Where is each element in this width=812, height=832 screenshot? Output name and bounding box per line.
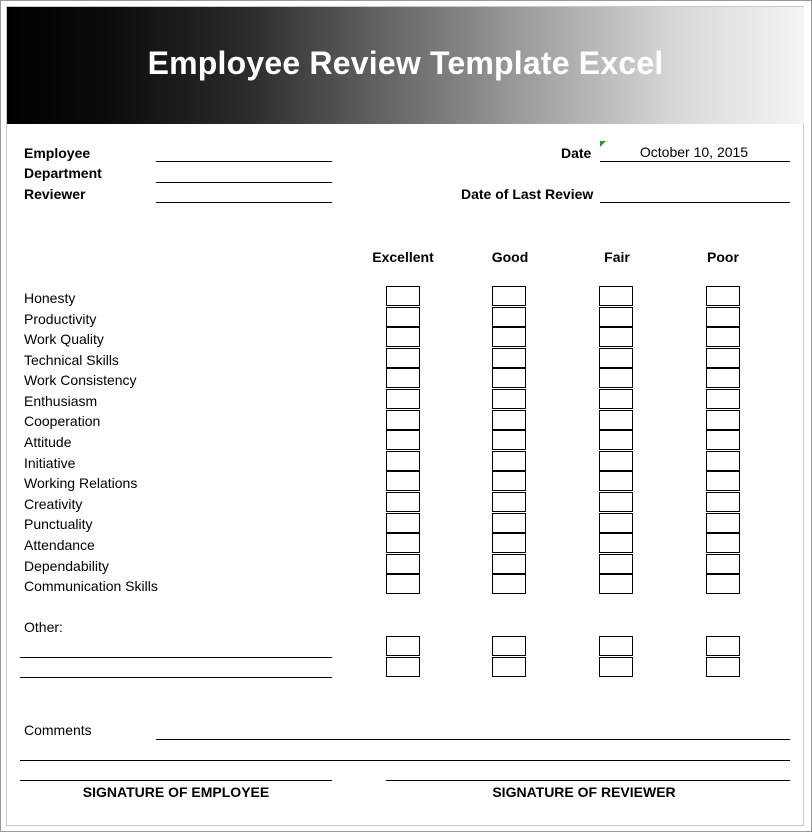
rating-checkbox-good[interactable]	[492, 533, 526, 553]
rating-checkbox-excellent[interactable]	[386, 554, 420, 574]
criterion-label: Punctuality	[24, 516, 93, 532]
rating-checkbox-poor[interactable]	[706, 389, 740, 409]
rating-checkbox-fair[interactable]	[599, 471, 633, 491]
criterion-label: Dependability	[24, 558, 109, 574]
other-field-line-1[interactable]	[20, 657, 332, 658]
rating-checkbox-excellent[interactable]	[386, 533, 420, 553]
rating-checkbox-poor[interactable]	[706, 451, 740, 471]
rating-checkbox-poor[interactable]	[706, 471, 740, 491]
rating-checkbox-good[interactable]	[492, 307, 526, 327]
criterion-label: Enthusiasm	[24, 393, 98, 409]
rating-checkbox-poor[interactable]	[706, 554, 740, 574]
rating-checkbox-poor[interactable]	[706, 307, 740, 327]
criterion-label: Communication Skills	[24, 578, 158, 594]
rating-checkbox-excellent[interactable]	[386, 286, 420, 306]
date-field-line	[600, 161, 790, 162]
employee-signature-label: SIGNATURE OF EMPLOYEE	[82, 784, 270, 800]
criterion-label: Technical Skills	[24, 352, 119, 368]
date-value[interactable]: October 10, 2015	[639, 144, 749, 160]
rating-checkbox-poor[interactable]	[706, 286, 740, 306]
rating-checkbox-poor[interactable]	[706, 410, 740, 430]
rating-checkbox-poor[interactable]	[706, 533, 740, 553]
criterion-label: Productivity	[24, 311, 97, 327]
criterion-label: Honesty	[24, 290, 76, 306]
last-review-field[interactable]	[600, 202, 790, 203]
rating-checkbox-fair[interactable]	[599, 451, 633, 471]
rating-checkbox-fair[interactable]	[599, 368, 633, 388]
other-rating-checkbox-poor[interactable]	[706, 636, 740, 656]
rating-checkbox-good[interactable]	[492, 513, 526, 533]
rating-checkbox-good[interactable]	[492, 327, 526, 347]
rating-checkbox-fair[interactable]	[599, 307, 633, 327]
rating-checkbox-poor[interactable]	[706, 327, 740, 347]
rating-checkbox-fair[interactable]	[599, 533, 633, 553]
column-header-poor: Poor	[707, 249, 739, 265]
rating-checkbox-fair[interactable]	[599, 348, 633, 368]
criterion-label: Attitude	[24, 434, 72, 450]
department-label: Department	[24, 165, 102, 181]
employee-signature-line[interactable]	[20, 780, 332, 781]
criterion-label: Cooperation	[24, 413, 101, 429]
rating-checkbox-fair[interactable]	[599, 286, 633, 306]
criterion-label: Working Relations	[24, 475, 138, 491]
criterion-label: Creativity	[24, 496, 83, 512]
other-label: Other:	[24, 619, 63, 635]
other-rating-checkbox-fair[interactable]	[599, 657, 633, 677]
criterion-label: Initiative	[24, 455, 76, 471]
page-title: Employee Review Template Excel	[147, 45, 664, 81]
rating-checkbox-fair[interactable]	[599, 327, 633, 347]
other-rating-checkbox-excellent[interactable]	[386, 657, 420, 677]
rating-checkbox-excellent[interactable]	[386, 348, 420, 368]
comments-field-line-2[interactable]	[20, 760, 790, 761]
other-rating-checkbox-fair[interactable]	[599, 636, 633, 656]
rating-checkbox-good[interactable]	[492, 389, 526, 409]
rating-checkbox-fair[interactable]	[599, 574, 633, 594]
rating-checkbox-excellent[interactable]	[386, 430, 420, 450]
reviewer-label: Reviewer	[24, 186, 86, 202]
rating-checkbox-excellent[interactable]	[386, 451, 420, 471]
criterion-label: Work Quality	[24, 331, 104, 347]
reviewer-signature-label: SIGNATURE OF REVIEWER	[492, 784, 676, 800]
rating-checkbox-fair[interactable]	[599, 554, 633, 574]
rating-checkbox-excellent[interactable]	[386, 513, 420, 533]
other-rating-checkbox-good[interactable]	[492, 657, 526, 677]
reviewer-signature-line[interactable]	[386, 780, 790, 781]
rating-checkbox-good[interactable]	[492, 286, 526, 306]
department-field[interactable]	[156, 182, 332, 183]
other-rating-checkbox-excellent[interactable]	[386, 636, 420, 656]
criterion-label: Work Consistency	[24, 372, 137, 388]
rating-checkbox-excellent[interactable]	[386, 471, 420, 491]
rating-checkbox-good[interactable]	[492, 430, 526, 450]
rating-checkbox-fair[interactable]	[599, 492, 633, 512]
rating-checkbox-fair[interactable]	[599, 389, 633, 409]
last-review-label: Date of Last Review	[461, 186, 594, 202]
rating-checkbox-poor[interactable]	[706, 492, 740, 512]
employee-label: Employee	[24, 145, 91, 161]
rating-checkbox-excellent[interactable]	[386, 307, 420, 327]
rating-checkbox-good[interactable]	[492, 492, 526, 512]
rating-checkbox-excellent[interactable]	[386, 389, 420, 409]
rating-checkbox-good[interactable]	[492, 410, 526, 430]
rating-checkbox-good[interactable]	[492, 554, 526, 574]
column-header-good: Good	[491, 249, 529, 265]
title-banner	[7, 7, 804, 124]
column-header-excellent: Excellent	[372, 249, 434, 265]
date-label: Date	[561, 145, 592, 161]
rating-checkbox-poor[interactable]	[706, 430, 740, 450]
rating-checkbox-poor[interactable]	[706, 348, 740, 368]
rating-checkbox-excellent[interactable]	[386, 492, 420, 512]
rating-checkbox-poor[interactable]	[706, 513, 740, 533]
column-header-fair: Fair	[604, 249, 630, 265]
rating-checkbox-excellent[interactable]	[386, 368, 420, 388]
rating-checkbox-good[interactable]	[492, 368, 526, 388]
rating-checkbox-excellent[interactable]	[386, 327, 420, 347]
criterion-label: Attendance	[24, 537, 95, 553]
comments-field-line-1[interactable]	[156, 739, 790, 740]
rating-checkbox-excellent[interactable]	[386, 410, 420, 430]
rating-checkbox-good[interactable]	[492, 574, 526, 594]
other-rating-checkbox-good[interactable]	[492, 636, 526, 656]
rating-checkbox-poor[interactable]	[706, 368, 740, 388]
rating-checkbox-good[interactable]	[492, 451, 526, 471]
rating-checkbox-good[interactable]	[492, 471, 526, 491]
employee-field[interactable]	[156, 161, 332, 162]
rating-checkbox-poor[interactable]	[706, 574, 740, 594]
comments-label: Comments	[24, 722, 92, 738]
rating-checkbox-fair[interactable]	[599, 430, 633, 450]
rating-checkbox-fair[interactable]	[599, 513, 633, 533]
rating-checkbox-excellent[interactable]	[386, 574, 420, 594]
other-rating-checkbox-poor[interactable]	[706, 657, 740, 677]
rating-checkbox-good[interactable]	[492, 348, 526, 368]
reviewer-field[interactable]	[156, 202, 332, 203]
rating-checkbox-fair[interactable]	[599, 410, 633, 430]
other-field-line-2[interactable]	[20, 677, 332, 678]
